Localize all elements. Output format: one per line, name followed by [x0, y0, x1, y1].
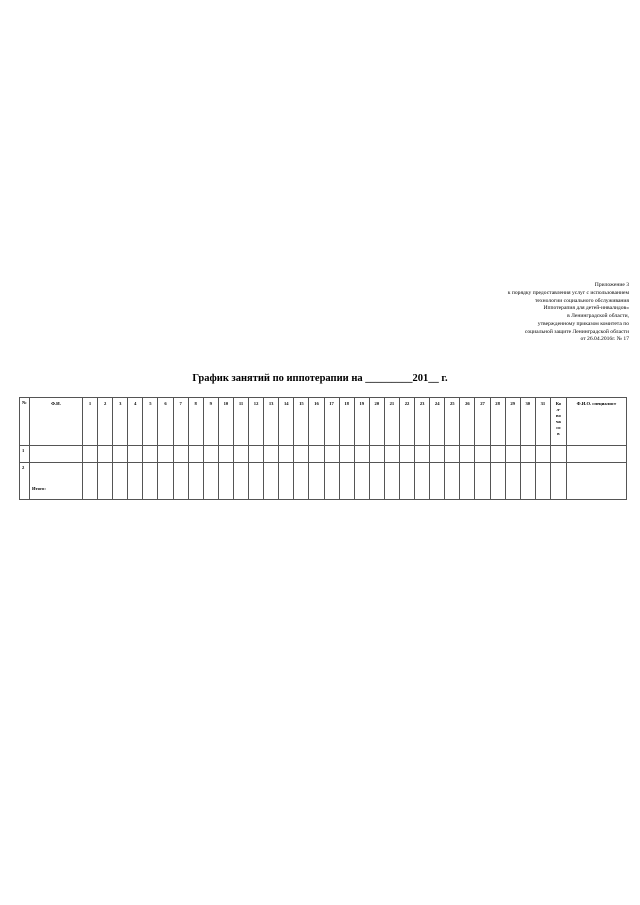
header-day: 20 — [369, 398, 384, 446]
header-hours-line: ча — [555, 419, 561, 424]
day-cell[interactable] — [369, 446, 384, 463]
table-header-row — [20, 398, 627, 446]
page-title: График занятий по иппотерапии на _________201__ г. — [192, 373, 448, 384]
day-cell[interactable] — [233, 463, 248, 500]
header-day: 11 — [233, 398, 248, 446]
header-day: 25 — [445, 398, 460, 446]
total-label: Итого: — [32, 486, 46, 491]
day-cell[interactable] — [218, 463, 233, 500]
header-day: 27 — [475, 398, 490, 446]
schedule-table — [19, 397, 627, 500]
day-cell[interactable] — [505, 463, 520, 500]
row-number: 1 — [20, 446, 30, 463]
day-cell[interactable] — [98, 463, 113, 500]
day-cell[interactable] — [309, 463, 324, 500]
specialist-cell[interactable] — [566, 446, 626, 463]
day-cell[interactable] — [294, 463, 309, 500]
header-day: 6 — [158, 398, 173, 446]
specialist-cell[interactable] — [566, 463, 626, 500]
day-cell[interactable] — [279, 463, 294, 500]
day-cell[interactable] — [233, 446, 248, 463]
header-day: 10 — [218, 398, 233, 446]
day-cell[interactable] — [445, 463, 460, 500]
day-cell[interactable] — [354, 463, 369, 500]
header-day: 7 — [173, 398, 188, 446]
day-cell[interactable] — [490, 463, 505, 500]
day-cell[interactable] — [535, 446, 550, 463]
day-cell[interactable] — [384, 446, 399, 463]
day-cell[interactable] — [173, 463, 188, 500]
header-day: 13 — [264, 398, 279, 446]
day-cell[interactable] — [279, 446, 294, 463]
day-cell[interactable] — [490, 446, 505, 463]
day-cell[interactable] — [203, 463, 218, 500]
day-cell[interactable] — [249, 446, 264, 463]
header-day: 23 — [415, 398, 430, 446]
day-cell[interactable] — [324, 463, 339, 500]
header-day: 14 — [279, 398, 294, 446]
day-cell[interactable] — [173, 446, 188, 463]
row-number: 2 — [20, 463, 30, 500]
day-cell[interactable] — [354, 446, 369, 463]
day-cell[interactable] — [188, 463, 203, 500]
day-cell[interactable] — [520, 446, 535, 463]
day-cell[interactable] — [324, 446, 339, 463]
day-cell[interactable] — [399, 463, 414, 500]
day-cell[interactable] — [475, 463, 490, 500]
header-hours-line: Ко — [555, 401, 562, 406]
header-day: 28 — [490, 398, 505, 446]
day-cell[interactable] — [535, 463, 550, 500]
header-day: 4 — [128, 398, 143, 446]
header-day: 1 — [83, 398, 98, 446]
day-cell[interactable] — [384, 463, 399, 500]
day-cell[interactable] — [143, 463, 158, 500]
header-day: 18 — [339, 398, 354, 446]
day-cell[interactable] — [520, 463, 535, 500]
appendix-line: от 26.04.2016г. № 17 — [580, 336, 629, 343]
appendix-line: к порядку предоставления услуг с использованием — [507, 289, 629, 296]
header-day: 24 — [430, 398, 445, 446]
day-cell[interactable] — [399, 446, 414, 463]
header-day: 3 — [113, 398, 128, 446]
day-cell[interactable] — [143, 446, 158, 463]
day-cell[interactable] — [460, 446, 475, 463]
day-cell[interactable] — [203, 446, 218, 463]
header-day: 15 — [294, 398, 309, 446]
header-day: 16 — [309, 398, 324, 446]
day-cell[interactable] — [309, 446, 324, 463]
header-day: 17 — [324, 398, 339, 446]
day-cell[interactable] — [113, 463, 128, 500]
header-num: № — [20, 398, 30, 446]
header-day: 19 — [354, 398, 369, 446]
day-cell[interactable] — [505, 446, 520, 463]
header-day: 21 — [384, 398, 399, 446]
day-cell[interactable] — [475, 446, 490, 463]
day-cell[interactable] — [218, 446, 233, 463]
day-cell[interactable] — [339, 463, 354, 500]
day-cell[interactable] — [158, 463, 173, 500]
day-cell[interactable] — [430, 463, 445, 500]
appendix-line: Приложение 3 — [594, 282, 629, 288]
day-cell[interactable] — [415, 463, 430, 500]
day-cell[interactable] — [83, 463, 98, 500]
header-day: 2 — [98, 398, 113, 446]
day-cell[interactable] — [294, 446, 309, 463]
appendix-block — [369, 282, 629, 344]
day-cell[interactable] — [264, 446, 279, 463]
day-cell[interactable] — [430, 446, 445, 463]
day-cell[interactable] — [83, 446, 98, 463]
header-day: 29 — [505, 398, 520, 446]
hours-cell[interactable] — [550, 463, 566, 500]
appendix-line: технологии социального обслуживания — [534, 297, 629, 304]
header-hours-line: в — [557, 431, 560, 436]
hours-cell[interactable] — [550, 446, 566, 463]
appendix-line: Иппотерапия для детей-инвалидов» — [543, 305, 629, 312]
day-cell[interactable] — [460, 463, 475, 500]
day-cell[interactable] — [249, 463, 264, 500]
header-hours — [550, 398, 566, 446]
day-cell[interactable] — [339, 446, 354, 463]
header-hours-line: во — [556, 413, 561, 418]
day-cell[interactable] — [415, 446, 430, 463]
day-cell[interactable] — [113, 446, 128, 463]
day-cell[interactable] — [158, 446, 173, 463]
row-fio-cell[interactable] — [30, 463, 83, 500]
header-day: 12 — [249, 398, 264, 446]
header-day: 9 — [203, 398, 218, 446]
day-cell[interactable] — [188, 446, 203, 463]
row-fio-cell[interactable] — [30, 446, 83, 463]
day-cell[interactable] — [98, 446, 113, 463]
appendix-line: социальной защите Ленинградской области — [524, 328, 629, 335]
header-fio: Ф.И. — [30, 398, 83, 446]
appendix-line: утвержденному приказом комитета по — [537, 320, 629, 327]
header-day: 8 — [188, 398, 203, 446]
day-cell[interactable] — [445, 446, 460, 463]
day-cell[interactable] — [128, 446, 143, 463]
day-cell[interactable] — [264, 463, 279, 500]
header-day: 30 — [520, 398, 535, 446]
day-cell[interactable] — [369, 463, 384, 500]
header-day: 26 — [460, 398, 475, 446]
day-cell[interactable] — [128, 463, 143, 500]
table-row — [20, 463, 627, 500]
appendix-line: в Ленинградской области, — [567, 313, 629, 319]
header-hours-line: л- — [556, 407, 561, 412]
header-hours-line: со — [556, 425, 561, 430]
header-day: 22 — [399, 398, 414, 446]
header-day: 31 — [535, 398, 550, 446]
header-specialist: Ф.И.О. специалист — [566, 398, 626, 446]
table-row — [20, 446, 627, 463]
header-day: 5 — [143, 398, 158, 446]
